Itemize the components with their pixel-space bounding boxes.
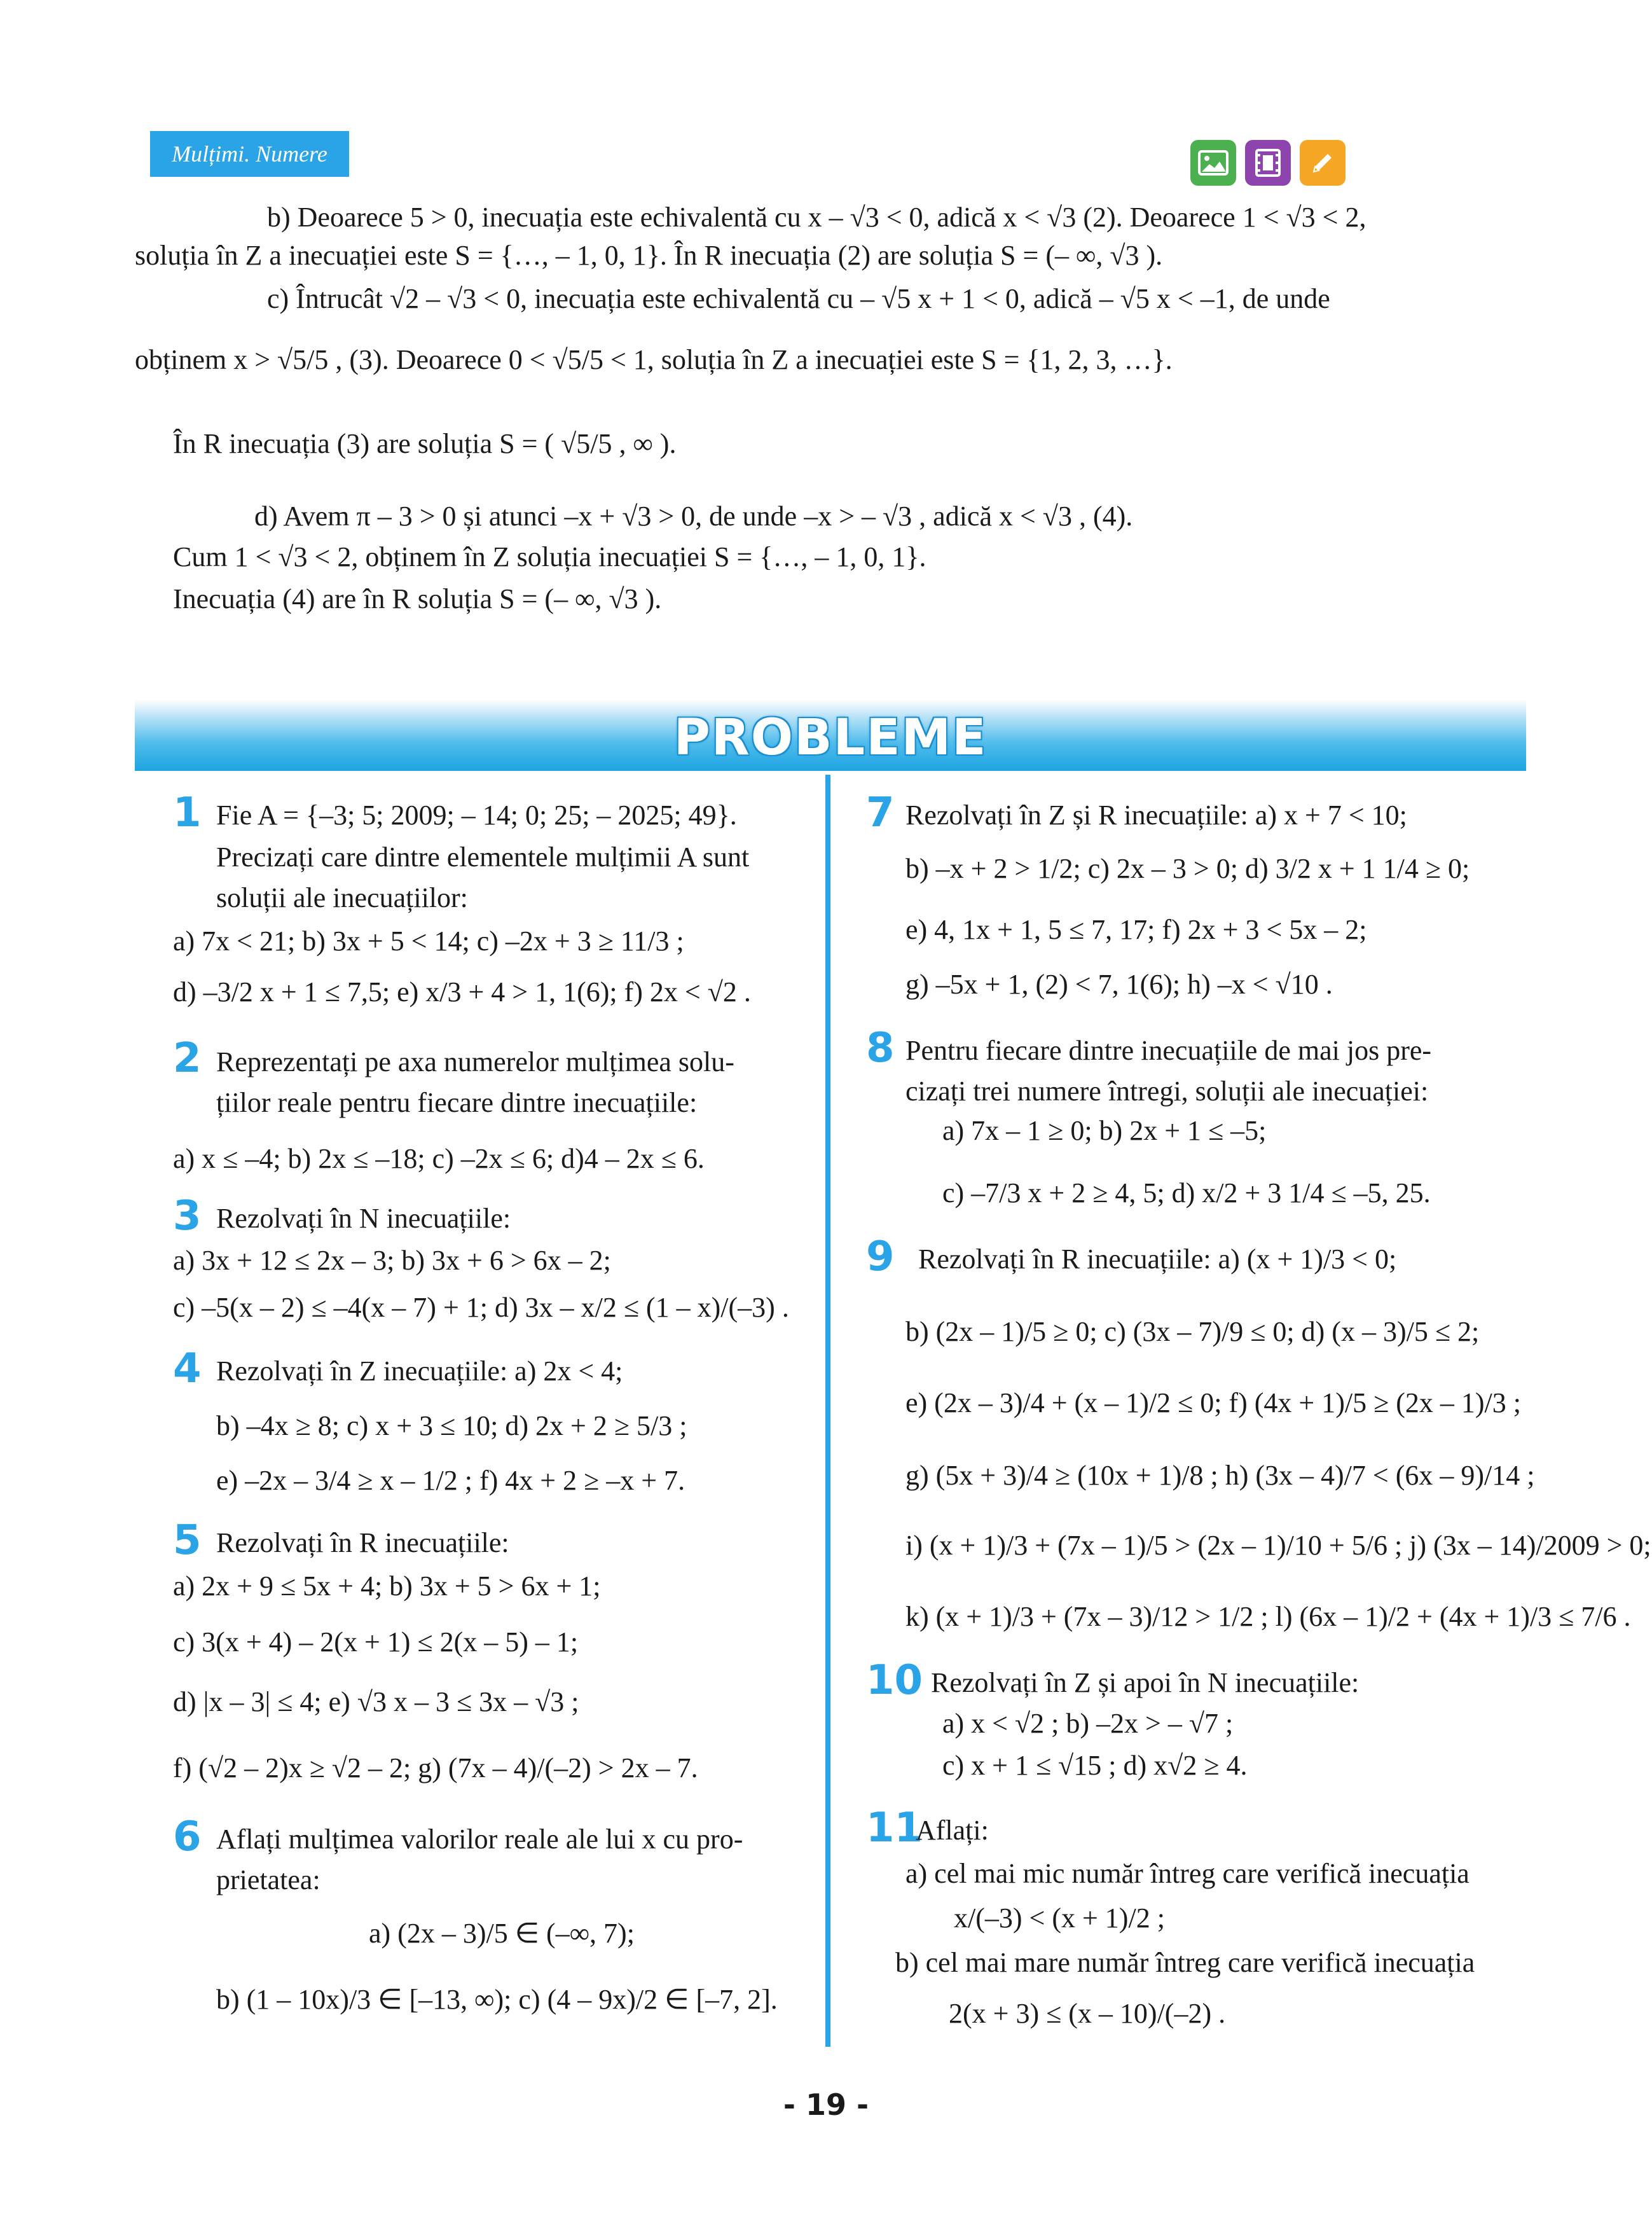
solution-line: b) Deoarece 5 > 0, inecuația este echivalentă cu x – √3 < 0, adică x < √3 (2). Deoarece 1 < √3 < 2,: [267, 202, 1366, 233]
problem-line: g) –5x + 1, (2) < 7, 1(6); h) –x < √10 .: [905, 969, 1333, 1000]
problem-number: 2: [173, 1035, 202, 1082]
problem-line: 2(x + 3) ≤ (x – 10)/(–2) .: [949, 1998, 1226, 2029]
problem-line: Aflați mulțimea valorilor reale ale lui x cu pro-: [216, 1824, 743, 1855]
problem-line: Fie A = {–3; 5; 2009; – 14; 0; 25; – 2025; 49}.: [216, 800, 737, 831]
problem-line: e) –2x – 3/4 ≥ x – 1/2 ; f) 4x + 2 ≥ –x + 7.: [216, 1465, 685, 1496]
problem-line: a) 2x + 9 ≤ 5x + 4; b) 3x + 5 > 6x + 1;: [173, 1570, 601, 1602]
problem-number: 1: [173, 789, 202, 836]
problem-line: Aflați:: [916, 1815, 989, 1846]
problem-line: Pentru fiecare dintre inecuațiile de mai jos pre-: [905, 1035, 1432, 1066]
image-icon[interactable]: [1190, 140, 1236, 186]
problem-line: c) –5(x – 2) ≤ –4(x – 7) + 1; d) 3x – x/2 ≤ (1 – x)/(–3) .: [173, 1292, 789, 1323]
solution-line: În R inecuația (3) are soluția S = ( √5/5 , ∞ ).: [173, 428, 677, 459]
problem-number: 5: [173, 1517, 202, 1564]
problem-line: i) (x + 1)/3 + (7x – 1)/5 > (2x – 1)/10 + 5/6 ; j) (3x – 14)/2009 > 0;: [905, 1530, 1651, 1561]
column-divider: [825, 775, 830, 2047]
problem-line: c) 3(x + 4) – 2(x + 1) ≤ 2(x – 5) – 1;: [173, 1626, 579, 1658]
banner-title: PROBLEME: [673, 709, 988, 766]
problem-line: Rezolvați în Z și R inecuațiile: a) x + 7 < 10;: [905, 800, 1407, 831]
problem-line: Rezolvați în Z inecuațiile: a) 2x < 4;: [216, 1355, 623, 1387]
problem-number: 3: [173, 1193, 202, 1240]
problem-line: d) –3/2 x + 1 ≤ 7,5; e) x/3 + 4 > 1, 1(6); f) 2x < √2 .: [173, 976, 751, 1008]
problem-line: a) 3x + 12 ≤ 2x – 3; b) 3x + 6 > 6x – 2;: [173, 1245, 611, 1276]
problem-line: a) cel mai mic număr întreg care verifică inecuația: [905, 1858, 1470, 1889]
problem-line: b) (1 – 10x)/3 ∈ [–13, ∞); c) (4 – 9x)/2 ∈ [–7, 2].: [216, 1984, 778, 2015]
page-number: - 19 -: [783, 2088, 869, 2122]
solution-line: obținem x > √5/5 , (3). Deoarece 0 < √5/5 < 1, soluția în Z a inecuației este S = {1, 2, 3, …}.: [135, 344, 1173, 375]
problem-line: d) |x – 3| ≤ 4; e) √3 x – 3 ≤ 3x – √3 ;: [173, 1686, 579, 1717]
problem-line: b) –4x ≥ 8; c) x + 3 ≤ 10; d) 2x + 2 ≥ 5/3 ;: [216, 1410, 687, 1441]
solution-line: Cum 1 < √3 < 2, obținem în Z soluția inecuației S = {…, – 1, 0, 1}.: [173, 541, 926, 572]
problem-line: a) x < √2 ; b) –2x > – √7 ;: [942, 1708, 1234, 1739]
problem-line: Rezolvați în Z și apoi în N inecuațiile:: [931, 1667, 1359, 1698]
problem-line: a) (2x – 3)/5 ∈ (–∞, 7);: [369, 1918, 635, 1949]
problem-line: a) x ≤ –4; b) 2x ≤ –18; c) –2x ≤ 6; d)4 – 2x ≤ 6.: [173, 1143, 705, 1174]
solution-line: c) Întrucât √2 – √3 < 0, inecuația este echivalentă cu – √5 x + 1 < 0, adică – √5 x < –1, de unde: [267, 283, 1330, 314]
problem-line: x/(–3) < (x + 1)/2 ;: [954, 1902, 1165, 1934]
problem-line: c) –7/3 x + 2 ≥ 4, 5; d) x/2 + 3 1/4 ≤ –5, 25.: [942, 1177, 1431, 1208]
problem-line: k) (x + 1)/3 + (7x – 3)/12 > 1/2 ; l) (6x – 1)/2 + (4x + 1)/3 ≤ 7/6 .: [905, 1601, 1631, 1632]
problem-number: 9: [866, 1233, 895, 1280]
problem-line: Rezolvați în R inecuațiile:: [216, 1527, 509, 1558]
problem-line: țiilor reale pentru fiecare dintre inecuațiile:: [216, 1087, 698, 1118]
problem-line: g) (5x + 3)/4 ≥ (10x + 1)/8 ; h) (3x – 4)/7 < (6x – 9)/14 ;: [905, 1460, 1535, 1491]
solution-line: soluția în Z a inecuației este S = {…, – 1, 0, 1}. În R inecuația (2) are soluția S = (– ∞, √3 ).: [135, 240, 1163, 271]
problem-number: 4: [173, 1345, 202, 1392]
pencil-icon[interactable]: [1300, 140, 1346, 186]
solution-line: d) Avem π – 3 > 0 și atunci –x + √3 > 0, de unde –x > – √3 , adică x < √3 , (4).: [254, 501, 1133, 532]
problem-line: c) x + 1 ≤ √15 ; d) x√2 ≥ 4.: [942, 1750, 1248, 1781]
film-icon[interactable]: [1245, 140, 1291, 186]
problem-line: e) (2x – 3)/4 + (x – 1)/2 ≤ 0; f) (4x + 1)/5 ≥ (2x – 1)/3 ;: [905, 1387, 1521, 1418]
problem-line: Rezolvați în R inecuațiile: a) (x + 1)/3 < 0;: [918, 1243, 1397, 1275]
problem-number: 8: [866, 1025, 895, 1072]
problem-line: prietatea:: [216, 1864, 320, 1895]
problem-line: Precizați care dintre elementele mulțimii A sunt: [216, 841, 750, 873]
problems-banner: [135, 700, 1526, 771]
problem-number: 6: [173, 1813, 202, 1860]
problem-number: 11: [866, 1804, 923, 1852]
problem-line: e) 4, 1x + 1, 5 ≤ 7, 17; f) 2x + 3 < 5x – 2;: [905, 914, 1367, 945]
problem-number: 10: [866, 1657, 923, 1704]
problem-line: f) (√2 – 2)x ≥ √2 – 2; g) (7x – 4)/(–2) > 2x – 7.: [173, 1752, 698, 1783]
problem-line: a) 7x < 21; b) 3x + 5 < 14; c) –2x + 3 ≥ 11/3 ;: [173, 925, 684, 957]
problem-line: a) 7x – 1 ≥ 0; b) 2x + 1 ≤ –5;: [942, 1115, 1267, 1146]
problem-number: 7: [866, 789, 895, 836]
problem-line: b) cel mai mare număr întreg care verifică inecuația: [895, 1947, 1475, 1978]
section-tag: Mulțimi. Numere: [150, 131, 349, 177]
problem-line: soluții ale inecuațiilor:: [216, 882, 468, 913]
problem-line: b) –x + 2 > 1/2; c) 2x – 3 > 0; d) 3/2 x + 1 1/4 ≥ 0;: [905, 853, 1470, 884]
solution-line: Inecuația (4) are în R soluția S = (– ∞, √3 ).: [173, 583, 662, 614]
problem-line: cizați trei numere întregi, soluții ale inecuației:: [905, 1076, 1429, 1107]
problem-line: Reprezentați pe axa numerelor mulțimea solu-: [216, 1046, 734, 1077]
problem-line: Rezolvați în N inecuațiile:: [216, 1203, 511, 1234]
problem-line: b) (2x – 1)/5 ≥ 0; c) (3x – 7)/9 ≤ 0; d) (x – 3)/5 ≤ 2;: [905, 1316, 1480, 1347]
